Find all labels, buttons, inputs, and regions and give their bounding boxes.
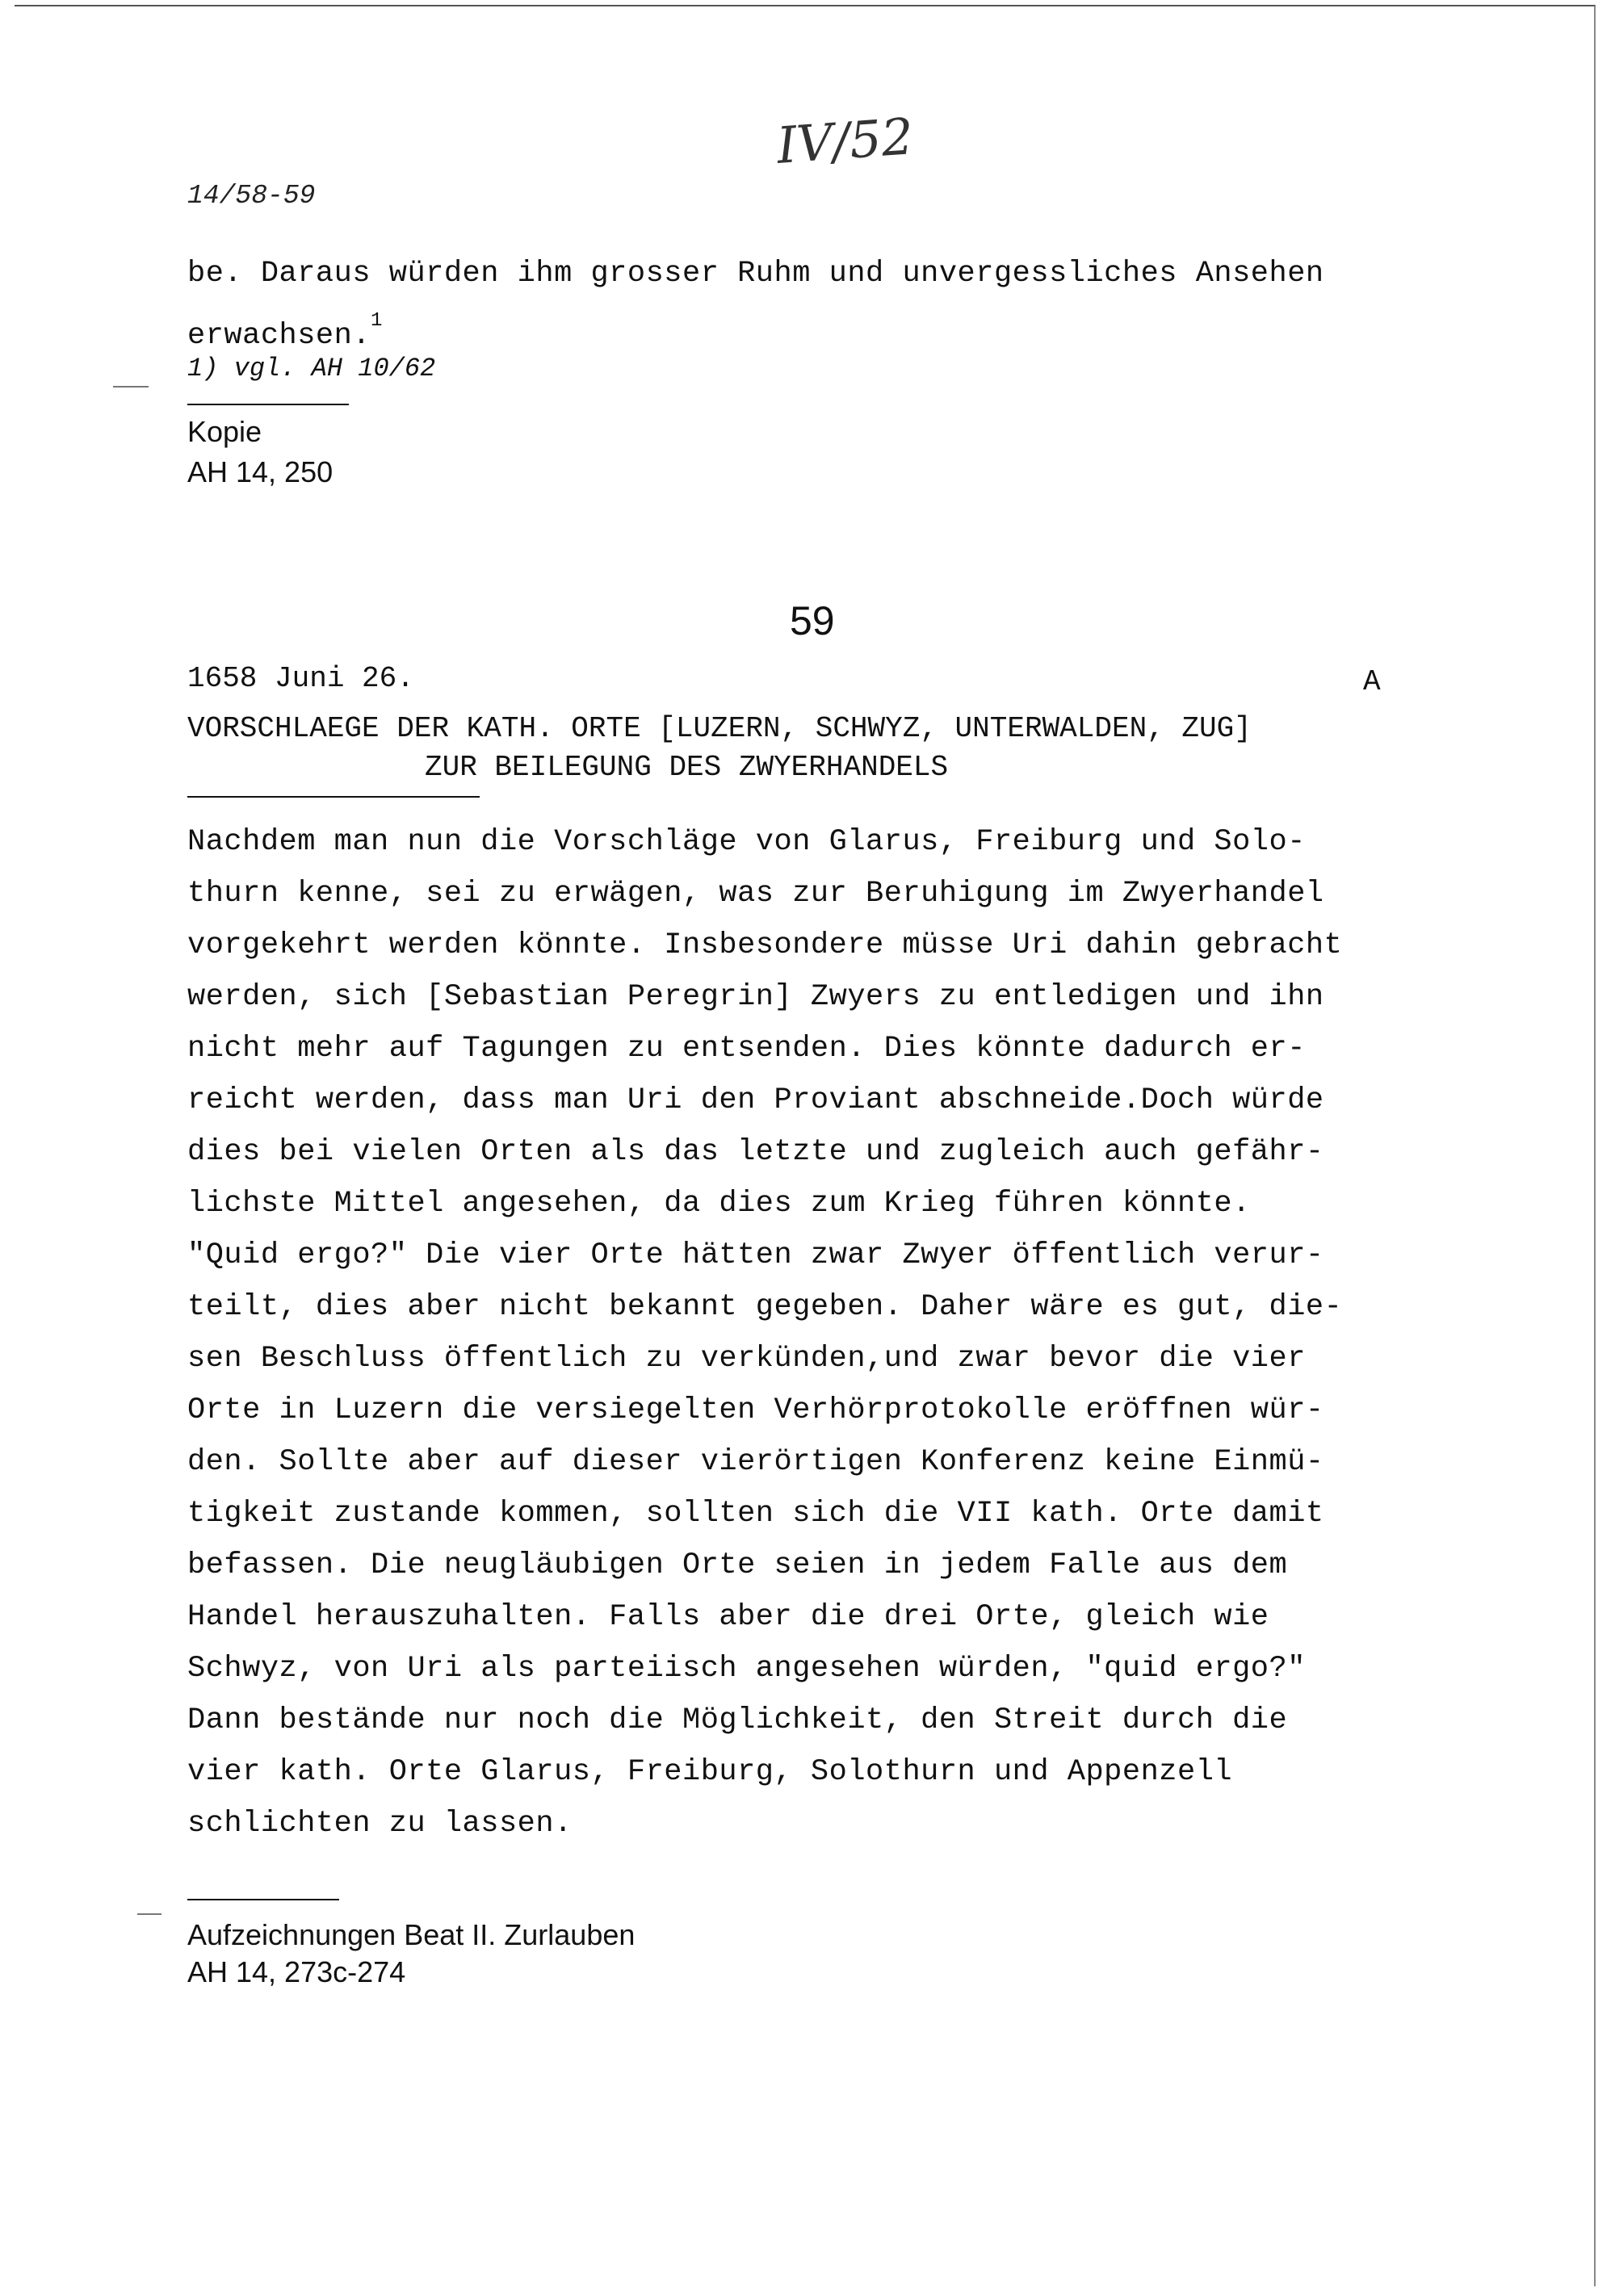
margin-dash-2 [137, 1913, 162, 1915]
body-line: thurn kenne, sei zu erwägen, was zur Beruhigung im Zwyerhandel [187, 877, 1324, 911]
handwritten-archive-mark: IV/52 [774, 107, 916, 175]
body-line: schlichten zu lassen. [187, 1807, 573, 1841]
body-line: dies bei vielen Orten als das letzte und zugleich auch gefähr- [187, 1135, 1324, 1169]
body-line: Handel herauszuhalten. Falls aber die drei Orte, gleich wie [187, 1600, 1269, 1634]
document-number: 59 [790, 598, 835, 643]
body-line: tigkeit zustande kommen, sollten sich die VII kath. Orte damit [187, 1497, 1324, 1531]
title-underline-rule [187, 796, 480, 798]
document-title-line-2: ZUR BEILEGUNG DES ZWYERHANDELS [425, 751, 949, 784]
body-line: Nachdem man nun die Vorschläge von Glarus, Freiburg und Solo- [187, 825, 1306, 859]
document-source-line-2: AH 14, 273c-274 [187, 1955, 406, 1988]
document-type-letter: A [1363, 665, 1381, 698]
previous-source-line-2: AH 14, 250 [187, 455, 333, 488]
body-line: sen Beschluss öffentlich zu verkünden,und zwar bevor die vier [187, 1342, 1306, 1376]
previous-footnote: 1) vgl. AH 10/62 [187, 354, 436, 383]
body-line: werden, sich [Sebastian Peregrin] Zwyers zu entledigen und ihn [187, 980, 1324, 1014]
previous-text-line-2-text: erwachsen. [187, 319, 371, 353]
body-line: lichste Mittel angesehen, da dies zum Krieg führen könnte. [187, 1187, 1251, 1221]
footnote-marker: 1 [371, 310, 383, 332]
body-line: befassen. Die neugläubigen Orte seien in jedem Falle aus dem [187, 1548, 1288, 1582]
body-line: reicht werden, dass man Uri den Proviant abschneide.Doch würde [187, 1083, 1324, 1117]
previous-text-line-1: be. Daraus würden ihm grosser Ruhm und unvergessliches Ansehen [187, 257, 1324, 291]
body-line: nicht mehr auf Tagungen zu entsenden. Dies könnte dadurch er- [187, 1032, 1306, 1066]
source-separator-rule-2 [187, 1899, 339, 1900]
source-separator-rule [187, 404, 349, 405]
document-source-line-1: Aufzeichnungen Beat II. Zurlauben [187, 1918, 636, 1951]
body-line: Schwyz, von Uri als parteiisch angesehen würden, "quid ergo?" [187, 1652, 1306, 1686]
body-line: teilt, dies aber nicht bekannt gegeben. Daher wäre es gut, die- [187, 1290, 1343, 1324]
page-reference: 14/58-59 [187, 181, 316, 211]
body-line: den. Sollte aber auf dieser vierörtigen Konferenz keine Einmü- [187, 1445, 1324, 1479]
body-line: "Quid ergo?" Die vier Orte hätten zwar Zwyer öffentlich verur- [187, 1238, 1324, 1272]
body-line: Orte in Luzern die versiegelten Verhörprotokolle eröffnen wür- [187, 1393, 1324, 1427]
document-date: 1658 Juni 26. [187, 662, 414, 695]
body-line: vier kath. Orte Glarus, Freiburg, Solothurn und Appenzell [187, 1755, 1233, 1789]
margin-dash [113, 386, 149, 388]
body-line: Dann bestände nur noch die Möglichkeit, den Streit durch die [187, 1703, 1288, 1737]
body-line: vorgekehrt werden könnte. Insbesondere müsse Uri dahin gebracht [187, 928, 1343, 962]
previous-source-line-1: Kopie [187, 415, 262, 448]
previous-text-line-2 [187, 310, 383, 353]
document-title-line-1: VORSCHLAEGE DER KATH. ORTE [LUZERN, SCHWYZ, UNTERWALDEN, ZUG] [187, 712, 1252, 745]
